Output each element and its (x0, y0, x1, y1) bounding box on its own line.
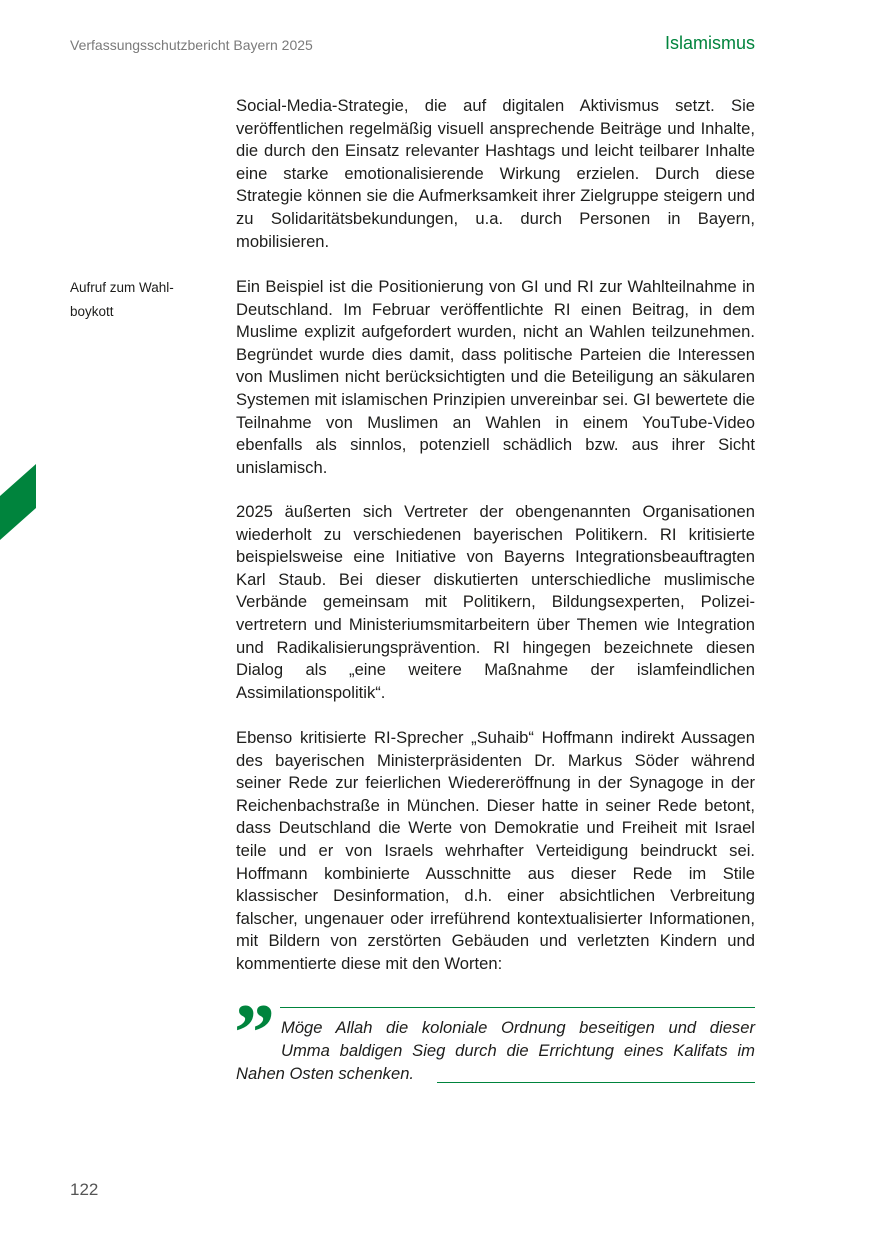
body-paragraph-1: Social-Media-Strategie, die auf digitalen Aktivismus setzt. Sie veröffentlichen regelmäßig visuell ansprechende Beiträge und Inhalte, die durch den Einsatz relevanter Hashtags und leicht teilbarer Inhalte eine starke emotionalisierende Wirkung erzielen. Durch diese Strategie können sie die Aufmerksamkeit ihrer Zielgruppe steigern und zu Solidaritätsbekundungen, u.a. durch Personen in Bayern, mobilisieren. (236, 96, 755, 251)
body-paragraph-3: 2025 äußerten sich Vertreter der obengenannten Organisationen wiederholt zu verschiedenen bayerischen Politikern. RI kritisierte beispielsweise eine Initiative von Bayerns Integrationsbeauftragten Karl Staub. Bei dieser diskutierten unterschiedliche muslimische Verbände gemeinsam mit Politikern, Bildungsexperten, Polizeivertretern und Ministeriumsmitarbeitern über Themen wie Integration und Radikalisierungsprävention. RI hingegen bezeichnete diesen Dialog als „eine weitere Maßnahme der islamfeindlichen Assimilationspolitik“. (236, 502, 755, 702)
margin-note: Aufruf zum Wahlboykott (70, 280, 174, 319)
page-number: 122 (70, 1180, 99, 1199)
body-paragraph-2: Ein Beispiel ist die Positionierung von GI und RI zur Wahlteilnahme in Deutschland. Im Februar veröffentlichte RI einen Beitrag, in dem Muslime explizit aufgefordert wurden, nicht an Wahlen teilzunehmen. Begründet wurde dies damit, dass politische Parteien die Interessen von Muslimen nicht berücksichtigten und die Beteiligung an säkularen Systemen mit islamischen Prinzipien unvereinbar sei. GI bewertete die Teilnahme von Muslimen an Wahlen in einem YouTube-Video ebenfalls als sinnlos, potenziell schädlich bzw. aus ihrer Sicht unislamisch. (236, 277, 755, 477)
running-header-title: Verfassungsschutzbericht Bayern 2025 (70, 37, 313, 53)
quote-line-2: Umma baldigen Sieg durch die Errichtung eines Kalifats im (281, 1041, 755, 1060)
section-title: Islamismus (664, 33, 755, 53)
quote-rule-bottom (437, 1082, 755, 1083)
quote-line-3: Nahen Osten schenken. (236, 1064, 415, 1083)
quote-rule-top (280, 1007, 755, 1008)
chapter-tab-marker (0, 464, 36, 540)
quote-line-1: Möge Allah die koloniale Ordnung beseitigen und dieser (281, 1018, 755, 1037)
body-paragraph-4: Ebenso kritisierte RI-Sprecher „Suhaib“ Hoffmann indirekt Aussagen des bayerischen Ministerpräsidenten Dr. Markus Söder während seiner Rede zur feierlichen Wiedereröffnung in der Synagoge in der Reichenbachstraße in München. Dieser hatte in seiner Rede betont, dass Deutschland die Werte von Demokratie und Freiheit mit Israel teile und er von Israels wehrhafter Verteidigung beindruckt sei. Hoffmann kombinierte Ausschnitte aus dieser Rede im Stile klassischer Desinformation, d.h. einer absichtlichen Verbreitung falscher, ungenauer oder irreführend kontextualisierter Informationen, mit Bildern von zerstörten Gebäuden und verletzten Kindern und kommentierte diese mit den Worten: (236, 728, 755, 973)
quotation-mark-icon: ” (234, 987, 275, 1078)
